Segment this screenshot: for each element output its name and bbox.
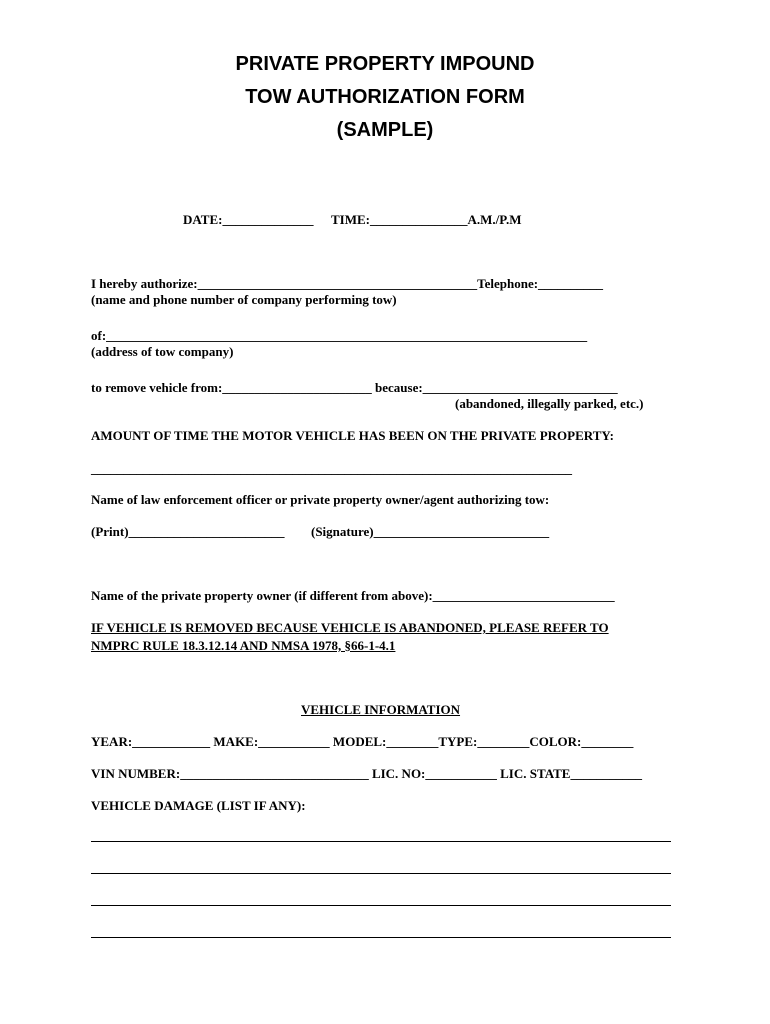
date-field[interactable]: DATE:______________ [183,212,314,227]
vin-license-row[interactable]: VIN NUMBER:_____________________________ LIC. NO:___________ LIC. STATE___________ [91,766,642,781]
remove-vehicle-field[interactable]: to remove vehicle from:_______________________ because:______________________________ [91,380,618,395]
abandoned-notice-line-1: IF VEHICLE IS REMOVED BECAUSE VEHICLE IS ABANDONED, PLEASE REFER TO [91,620,609,635]
abandoned-notice-line-2: NMPRC RULE 18.3.12.14 AND NMSA 1978, §66-1-4.1 [91,638,396,653]
amount-time-label: AMOUNT OF TIME THE MOTOR VEHICLE HAS BEEN ON THE PRIVATE PROPERTY: [91,428,614,443]
damage-line-4[interactable] [91,937,671,938]
title-line-3: (SAMPLE) [336,119,434,141]
authorize-field[interactable]: I hereby authorize:___________________________________________Telephone:__________ [91,276,604,291]
address-note: (address of tow company) [91,344,234,359]
damage-line-2[interactable] [91,873,671,874]
title-line-2: TOW AUTHORIZATION FORM [245,86,525,108]
damage-line-3[interactable] [91,905,671,906]
property-owner-field[interactable]: Name of the private property owner (if different from above):____________________________ [91,588,615,603]
title-line-1: PRIVATE PROPERTY IMPOUND [235,53,535,75]
reason-note: (abandoned, illegally parked, etc.) [455,396,644,411]
officer-label: Name of law enforcement officer or private property owner/agent authorizing tow: [91,492,550,507]
print-name-field[interactable]: (Print)________________________ [91,524,285,539]
vehicle-info-heading: VEHICLE INFORMATION [301,702,461,717]
vehicle-damage-label: VEHICLE DAMAGE (LIST IF ANY): [91,798,306,813]
vehicle-details-row[interactable]: YEAR:____________ MAKE:___________ MODEL:________TYPE:________COLOR:________ [91,734,634,749]
tow-company-address-field[interactable]: of:__________________________________________________________________________ [91,328,588,343]
damage-line-1[interactable] [91,841,671,842]
authorize-note: (name and phone number of company performing tow) [91,292,397,307]
amount-time-field[interactable]: __________________________________________________________________________ [91,461,572,476]
time-field[interactable]: TIME:_______________A.M./P.M [331,212,522,227]
signature-field[interactable]: (Signature)___________________________ [311,524,550,539]
